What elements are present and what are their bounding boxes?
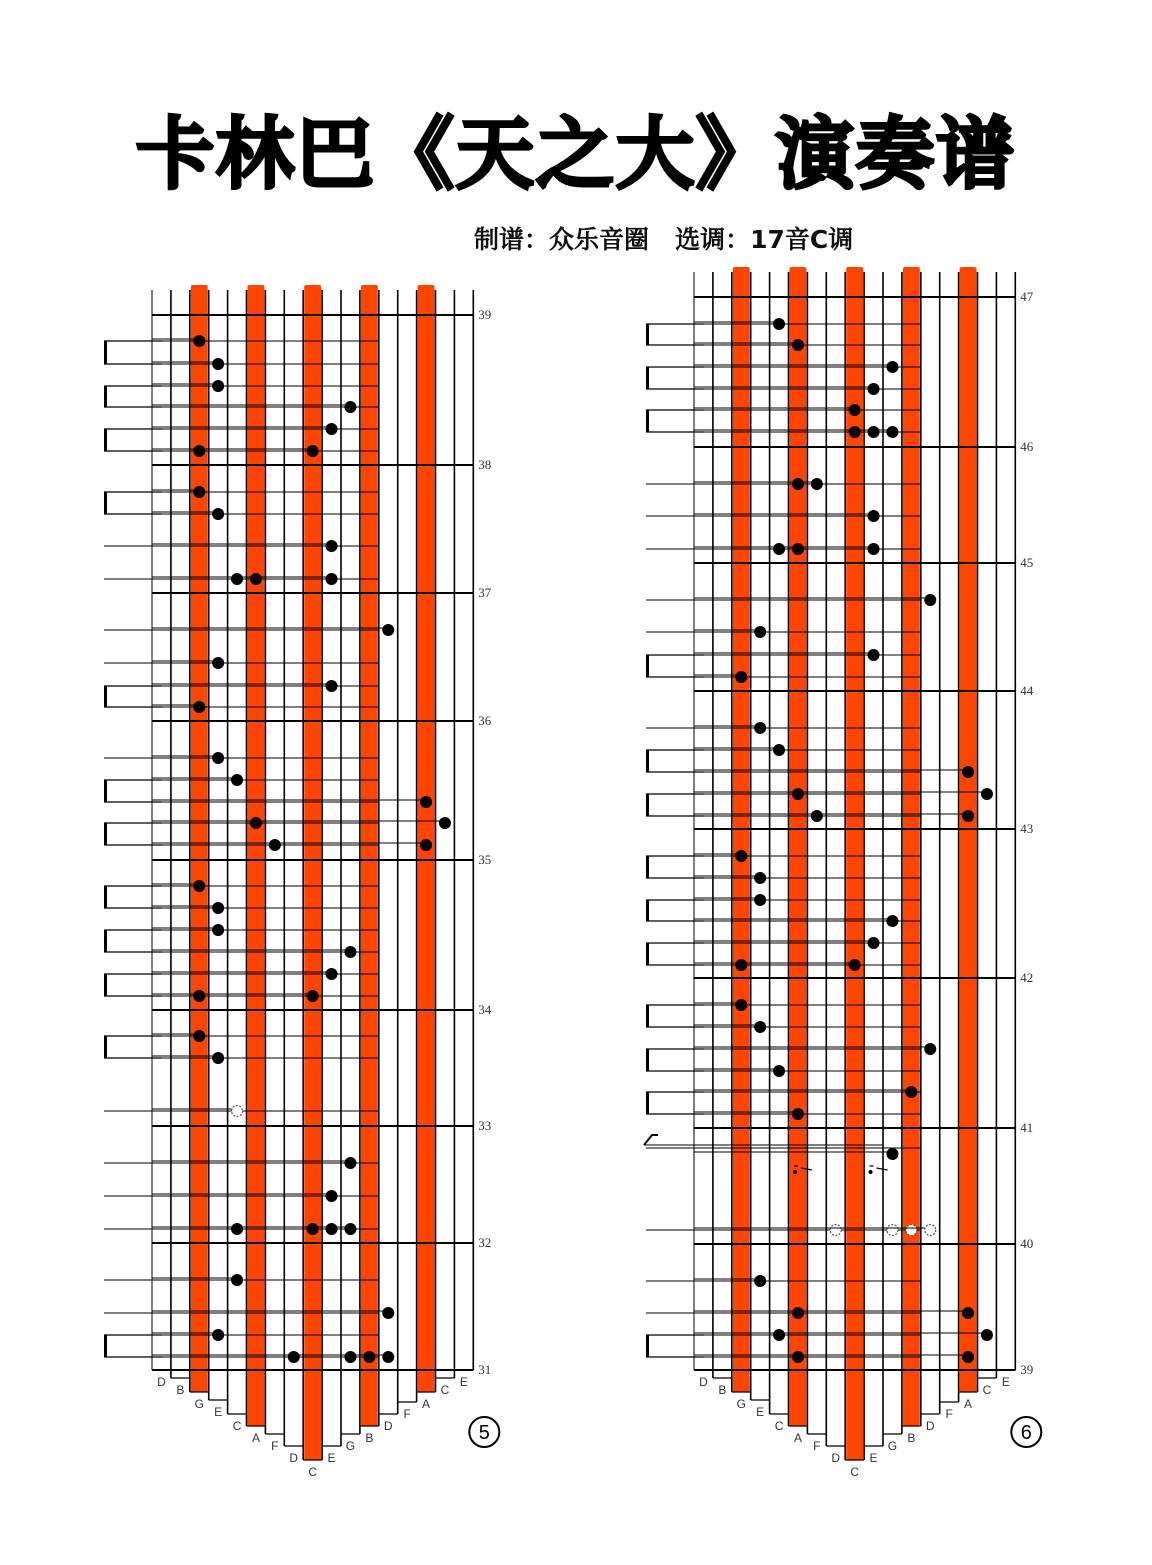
tine-key-label: F bbox=[271, 1439, 279, 1453]
note-marker bbox=[868, 383, 880, 395]
note-marker bbox=[773, 1065, 785, 1077]
tine-key-label: G bbox=[887, 1439, 898, 1453]
half-note-marker bbox=[830, 1225, 841, 1236]
tine-key-label: C bbox=[308, 1465, 317, 1479]
note-marker bbox=[792, 339, 804, 351]
note-marker bbox=[792, 1108, 804, 1120]
measure-number: 39 bbox=[478, 307, 492, 322]
note-marker bbox=[981, 788, 993, 800]
tine-key-label: E bbox=[1001, 1375, 1010, 1389]
note-marker bbox=[773, 744, 785, 756]
note-marker bbox=[754, 626, 766, 638]
note-marker bbox=[754, 1275, 766, 1287]
note-marker bbox=[754, 1021, 766, 1033]
credits-line: 制谱：众乐音圈 选调：17音C调 bbox=[474, 225, 854, 254]
tine-key-label: D bbox=[289, 1451, 299, 1465]
tine-key-label: G bbox=[345, 1439, 356, 1453]
measure-number: 47 bbox=[1020, 289, 1034, 304]
note-marker bbox=[868, 937, 880, 949]
measure-number: 44 bbox=[1020, 683, 1034, 698]
note-marker bbox=[754, 872, 766, 884]
measure-number: 43 bbox=[1020, 821, 1034, 836]
half-note-marker bbox=[887, 1225, 898, 1236]
measure-number: 34 bbox=[478, 1002, 492, 1017]
note-marker bbox=[735, 671, 747, 683]
highlight-tine bbox=[903, 267, 920, 1426]
note-marker bbox=[754, 722, 766, 734]
note-marker bbox=[886, 426, 898, 438]
tine-key-label: E bbox=[756, 1405, 765, 1419]
measure-number: 38 bbox=[478, 457, 492, 472]
measure-number: 46 bbox=[1020, 439, 1034, 454]
half-note-marker bbox=[925, 1225, 936, 1236]
measure-number: 37 bbox=[478, 585, 492, 600]
note-marker bbox=[849, 426, 861, 438]
tine-key-label: A bbox=[422, 1397, 431, 1411]
measure-number: 33 bbox=[478, 1118, 492, 1133]
tine-key-label: G bbox=[736, 1397, 746, 1411]
note-marker bbox=[773, 1329, 785, 1341]
note-marker bbox=[905, 1086, 917, 1098]
page-title: 卡林巴《天之大》演奏谱 bbox=[135, 110, 1016, 200]
tine-key-label: D bbox=[831, 1451, 841, 1465]
note-marker bbox=[792, 1351, 804, 1363]
tine-key-label: D bbox=[925, 1419, 935, 1433]
note-marker bbox=[868, 649, 880, 661]
note-marker bbox=[886, 361, 898, 373]
note-marker bbox=[886, 915, 898, 927]
tine-key-label: B bbox=[176, 1383, 185, 1397]
tine-key-label: E bbox=[459, 1375, 468, 1389]
note-marker bbox=[792, 478, 804, 490]
note-marker bbox=[962, 1307, 974, 1319]
tine-key-label: C bbox=[850, 1465, 859, 1479]
tine-key-label: B bbox=[365, 1431, 374, 1445]
note-marker bbox=[735, 959, 747, 971]
tine-key-label: G bbox=[194, 1397, 204, 1411]
tine-key-label: C bbox=[774, 1419, 784, 1433]
tine-key-label: D bbox=[383, 1419, 393, 1433]
note-marker bbox=[792, 1307, 804, 1319]
tine-key-label: D bbox=[699, 1375, 708, 1389]
measure-number: 40 bbox=[1020, 1236, 1034, 1251]
tine-key-label: E bbox=[327, 1451, 336, 1465]
note-marker bbox=[849, 404, 861, 416]
note-marker bbox=[981, 1329, 993, 1341]
note-marker bbox=[849, 959, 861, 971]
page-number: 6 bbox=[1020, 1422, 1032, 1444]
note-marker bbox=[924, 1043, 936, 1055]
tine-key-label: D bbox=[157, 1375, 166, 1389]
highlight-tine bbox=[790, 267, 807, 1426]
note-marker bbox=[773, 318, 785, 330]
measure-number: 32 bbox=[478, 1235, 492, 1250]
note-marker bbox=[868, 543, 880, 555]
note-marker bbox=[754, 894, 766, 906]
tine-key-label: C bbox=[982, 1383, 992, 1397]
note-marker bbox=[962, 1351, 974, 1363]
note-marker bbox=[735, 999, 747, 1011]
tine-key-label: F bbox=[945, 1407, 953, 1421]
tine-key-label: C bbox=[232, 1419, 242, 1433]
tine-key-label: A bbox=[964, 1397, 973, 1411]
note-marker bbox=[811, 810, 823, 822]
note-marker bbox=[773, 543, 785, 555]
tine-key-label: C bbox=[440, 1383, 450, 1397]
note-marker bbox=[735, 850, 747, 862]
tine-key-label: B bbox=[907, 1431, 916, 1445]
measure-number: 35 bbox=[478, 852, 492, 867]
tine-key-label: F bbox=[813, 1439, 821, 1453]
tine-key-label: A bbox=[251, 1431, 260, 1445]
note-marker bbox=[962, 766, 974, 778]
note-marker bbox=[924, 594, 936, 606]
note-marker bbox=[868, 426, 880, 438]
page-number: 5 bbox=[478, 1422, 490, 1444]
note-marker bbox=[886, 1148, 898, 1160]
tine-key-label: B bbox=[718, 1383, 727, 1397]
tine-key-label: E bbox=[869, 1451, 878, 1465]
note-marker bbox=[962, 810, 974, 822]
measure-number: 41 bbox=[1020, 1120, 1034, 1135]
half-note-marker bbox=[906, 1225, 917, 1236]
measure-number: 42 bbox=[1020, 970, 1034, 985]
measure-number: 39 bbox=[1020, 1362, 1034, 1377]
note-marker bbox=[792, 543, 804, 555]
note-marker bbox=[811, 478, 823, 490]
note-marker bbox=[868, 510, 880, 522]
measure-number: 45 bbox=[1020, 555, 1034, 570]
tine-key-label: E bbox=[214, 1405, 223, 1419]
measure-number: 36 bbox=[478, 713, 492, 728]
measure-number: 31 bbox=[478, 1362, 492, 1377]
note-marker bbox=[792, 788, 804, 800]
tine-key-label: F bbox=[403, 1407, 411, 1421]
tine-key-label: A bbox=[793, 1431, 802, 1445]
